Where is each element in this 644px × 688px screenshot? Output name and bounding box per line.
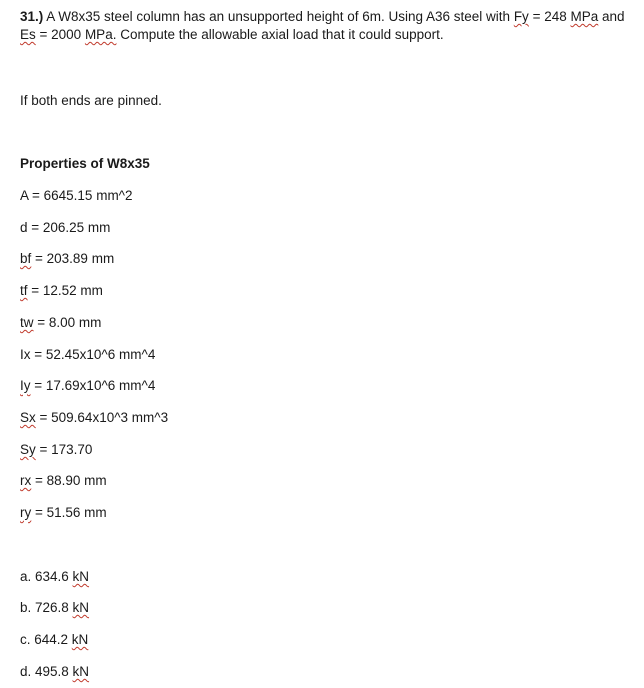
property-flange-width	[20, 250, 114, 268]
sx-value: = 509.64x10^3 mm^3	[35, 410, 169, 425]
bf-label: bf	[20, 251, 32, 266]
fy-value: = 248	[528, 9, 567, 24]
tf-label: tf	[20, 283, 28, 298]
tw-value: = 8.00 mm	[33, 315, 102, 330]
property-ix: Ix = 52.45x10^6 mm^4	[20, 347, 156, 362]
tf-value: = 12.52 mm	[27, 283, 103, 298]
property-ry	[20, 504, 107, 522]
ry-label: ry	[20, 505, 32, 520]
properties-heading: Properties of W8x35	[20, 156, 150, 171]
choice-b-unit: kN	[72, 600, 90, 615]
choice-a[interactable]	[20, 568, 89, 586]
property-sy	[20, 441, 92, 459]
choice-d[interactable]	[20, 663, 89, 681]
question-number: 31.)	[20, 9, 44, 24]
choice-b-value: b. 726.8	[20, 600, 73, 615]
property-area: A = 6645.15 mm^2	[20, 188, 133, 203]
choice-b[interactable]	[20, 599, 89, 617]
sy-value: = 173.70	[35, 442, 93, 457]
property-flange-thickness	[20, 282, 103, 300]
condition-text: If both ends are pinned.	[20, 93, 162, 108]
question-line2: Compute the allowable axial load that it could support.	[116, 27, 444, 42]
and-text: and	[598, 9, 625, 24]
property-sx	[20, 409, 168, 427]
choice-a-value: a. 634.6	[20, 569, 73, 584]
tw-label: tw	[20, 315, 34, 330]
choice-c-unit: kN	[71, 632, 89, 647]
rx-label: rx	[20, 473, 32, 488]
property-iy	[20, 377, 155, 395]
iy-value: = 17.69x10^6 mm^4	[30, 378, 156, 393]
property-rx	[20, 472, 107, 490]
sy-label: Sy	[20, 442, 36, 457]
fy-label: Fy	[513, 9, 529, 24]
mpa-unit-1: MPa	[570, 9, 599, 24]
question-line1: A W8x35 steel column has an unsupported height of 6m. Using A36 steel with	[46, 9, 514, 24]
es-value: = 2000	[35, 27, 85, 42]
choice-d-unit: kN	[72, 664, 90, 679]
question-text	[20, 8, 625, 44]
ry-value: = 51.56 mm	[31, 505, 107, 520]
property-depth: d = 206.25 mm	[20, 220, 111, 235]
choice-c-value: c. 644.2	[20, 632, 72, 647]
iy-label: Iy	[20, 378, 31, 393]
property-web-thickness	[20, 314, 101, 332]
es-label: Es	[20, 27, 36, 42]
choice-c[interactable]	[20, 631, 88, 649]
mpa-unit-2: MPa.	[84, 27, 117, 42]
choice-a-unit: kN	[72, 569, 90, 584]
choice-d-value: d. 495.8	[20, 664, 73, 679]
sx-label: Sx	[20, 410, 36, 425]
rx-value: = 88.90 mm	[31, 473, 107, 488]
bf-value: = 203.89 mm	[31, 251, 115, 266]
